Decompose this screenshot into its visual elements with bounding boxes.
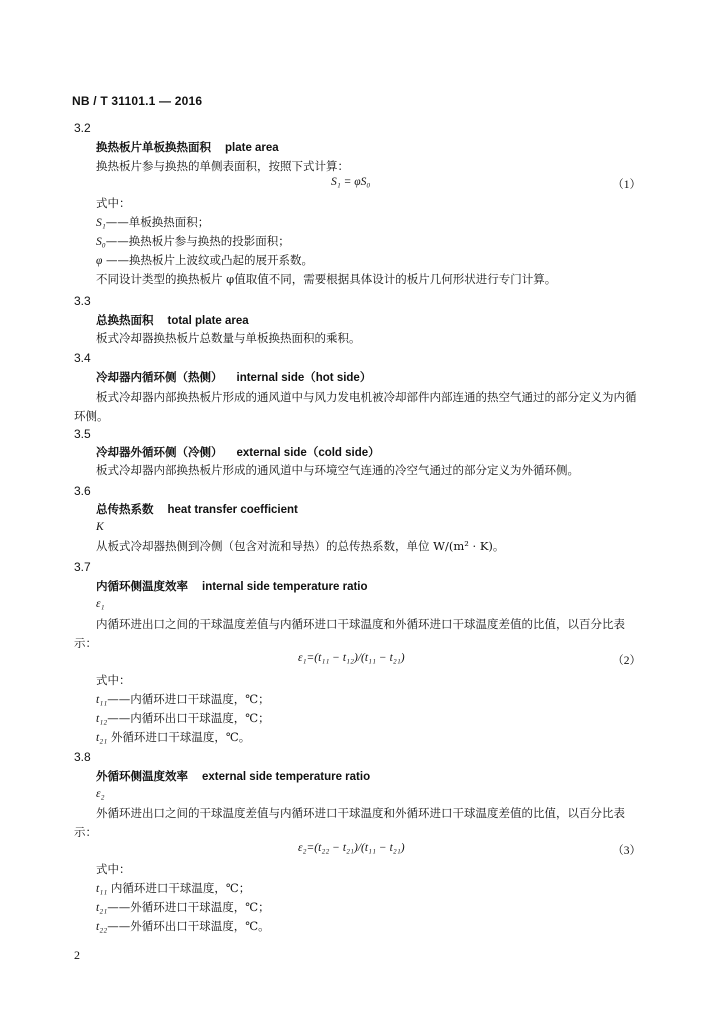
variable-line <box>96 711 270 726</box>
variable-line <box>96 730 250 745</box>
term-title <box>96 370 371 385</box>
clause-number: 3.2 <box>74 121 91 135</box>
variable-line <box>96 234 290 249</box>
term-title <box>96 445 380 460</box>
term-zh: 外循环侧温度效率 <box>96 769 188 783</box>
term-symbol: ε₂ <box>96 788 105 800</box>
term-title <box>96 769 370 784</box>
term-symbol: K <box>96 521 104 533</box>
term-zh: 总传热系数 <box>96 502 154 516</box>
variable-desc: ——换热板片上波纹或凸起的展开系数。 <box>102 253 314 267</box>
variable-line <box>96 881 250 896</box>
clause-number: 3.8 <box>74 750 91 764</box>
term-en: external side temperature ratio <box>202 771 371 783</box>
clause-number: 3.5 <box>74 427 91 441</box>
variable-symbol: φ <box>96 255 103 267</box>
clause-number: 3.3 <box>74 294 91 308</box>
formula: ε₂=(t₂₂ − t₂₁)/(t₁₁ − t₂₁) <box>298 842 405 854</box>
equation-number: （3） <box>612 845 641 857</box>
variable-symbol: t₁₂ <box>96 713 108 725</box>
definition: 从板式冷却器热侧到冷侧（包含对流和导热）的总传热系数，单位 W/(m² · K)。 <box>96 539 505 553</box>
equation-number: （2） <box>612 655 641 667</box>
variable-line <box>96 692 270 707</box>
term-en: total plate area <box>167 315 249 327</box>
definition: 外循环进出口之间的干球温度差值与内循环进口干球温度和外循环进口干球温度差值的比值，以百分比表示： <box>74 806 625 839</box>
variable-symbol: t₂₁ <box>96 902 108 914</box>
where-label: 式中： <box>96 196 131 210</box>
term-title <box>96 502 298 517</box>
term-title <box>96 579 368 594</box>
term-en: internal side temperature ratio <box>202 581 368 593</box>
variable-symbol: t₁₁ <box>96 883 108 895</box>
term-zh: 内循环侧温度效率 <box>96 579 188 593</box>
variable-desc: ——外循环出口干球温度，℃。 <box>107 919 270 933</box>
variable-desc: ——内循环进口干球温度，℃； <box>107 692 270 706</box>
clause-number: 3.7 <box>74 560 91 574</box>
term-zh: 冷却器外循环侧（冷侧） <box>96 445 223 459</box>
clause-number: 3.6 <box>74 484 91 498</box>
variable-line <box>96 919 270 934</box>
note: 不同设计类型的换热板片 φ值取值不同，需要根据具体设计的板片几何形状进行专门计算。 <box>96 272 557 286</box>
where-label: 式中： <box>96 862 131 876</box>
variable-desc: 内循环进口干球温度，℃； <box>107 881 251 895</box>
term-en: plate area <box>225 142 279 154</box>
standard-header: NB / T 31101.1 — 2016 <box>72 94 203 108</box>
definition: 内循环进出口之间的干球温度差值与内循环进口干球温度和外循环进口干球温度差值的比值，以百分比表示： <box>74 617 625 650</box>
term-en: external side（cold side） <box>236 447 380 459</box>
formula: S₁ = φS₀ <box>331 176 371 188</box>
definition: 板式冷却器内部换热板片形成的通风道中与环境空气连通的冷空气通过的部分定义为外循环侧。 <box>96 463 579 477</box>
formula: ε₁=(t₁₁ − t₁₂)/(t₁₁ − t₂₁) <box>298 652 405 664</box>
page-number: 2 <box>74 948 80 962</box>
variable-line <box>96 253 313 268</box>
term-zh: 冷却器内循环侧（热侧） <box>96 370 223 384</box>
term-title <box>96 140 279 155</box>
variable-desc: ——单板换热面积； <box>105 215 210 229</box>
variable-symbol: S₁ <box>96 217 106 229</box>
variable-symbol: t₁₁ <box>96 694 108 706</box>
equation-number: （1） <box>612 179 641 191</box>
definition: 换热板片参与换热的单侧表面积，按照下式计算： <box>96 159 349 173</box>
clause-number: 3.4 <box>74 351 91 365</box>
variable-line <box>96 900 270 915</box>
variable-desc: ——内循环出口干球温度，℃； <box>107 711 270 725</box>
term-symbol: ε₁ <box>96 598 105 610</box>
variable-symbol: t₂₂ <box>96 921 108 933</box>
term-en: internal side（hot side） <box>236 372 372 384</box>
variable-line <box>96 215 209 230</box>
term-zh: 总换热面积 <box>96 313 154 327</box>
variable-desc: 外循环进口干球温度，℃。 <box>107 730 251 744</box>
definition: 板式冷却器内部换热板片形成的通风道中与风力发电机被冷却部件内部连通的热空气通过的部分定义为内循环侧。 <box>74 390 637 423</box>
definition: 板式冷却器换热板片总数量与单板换热面积的乘积。 <box>96 331 361 345</box>
term-title <box>96 313 249 328</box>
variable-desc: ——换热板片参与换热的投影面积； <box>105 234 290 248</box>
variable-desc: ——外循环进口干球温度，℃； <box>107 900 270 914</box>
variable-symbol: S₀ <box>96 236 106 248</box>
where-label: 式中： <box>96 673 131 687</box>
variable-symbol: t₂₁ <box>96 732 108 744</box>
term-en: heat transfer coefficient <box>167 504 298 516</box>
term-zh: 换热板片单板换热面积 <box>96 140 211 154</box>
